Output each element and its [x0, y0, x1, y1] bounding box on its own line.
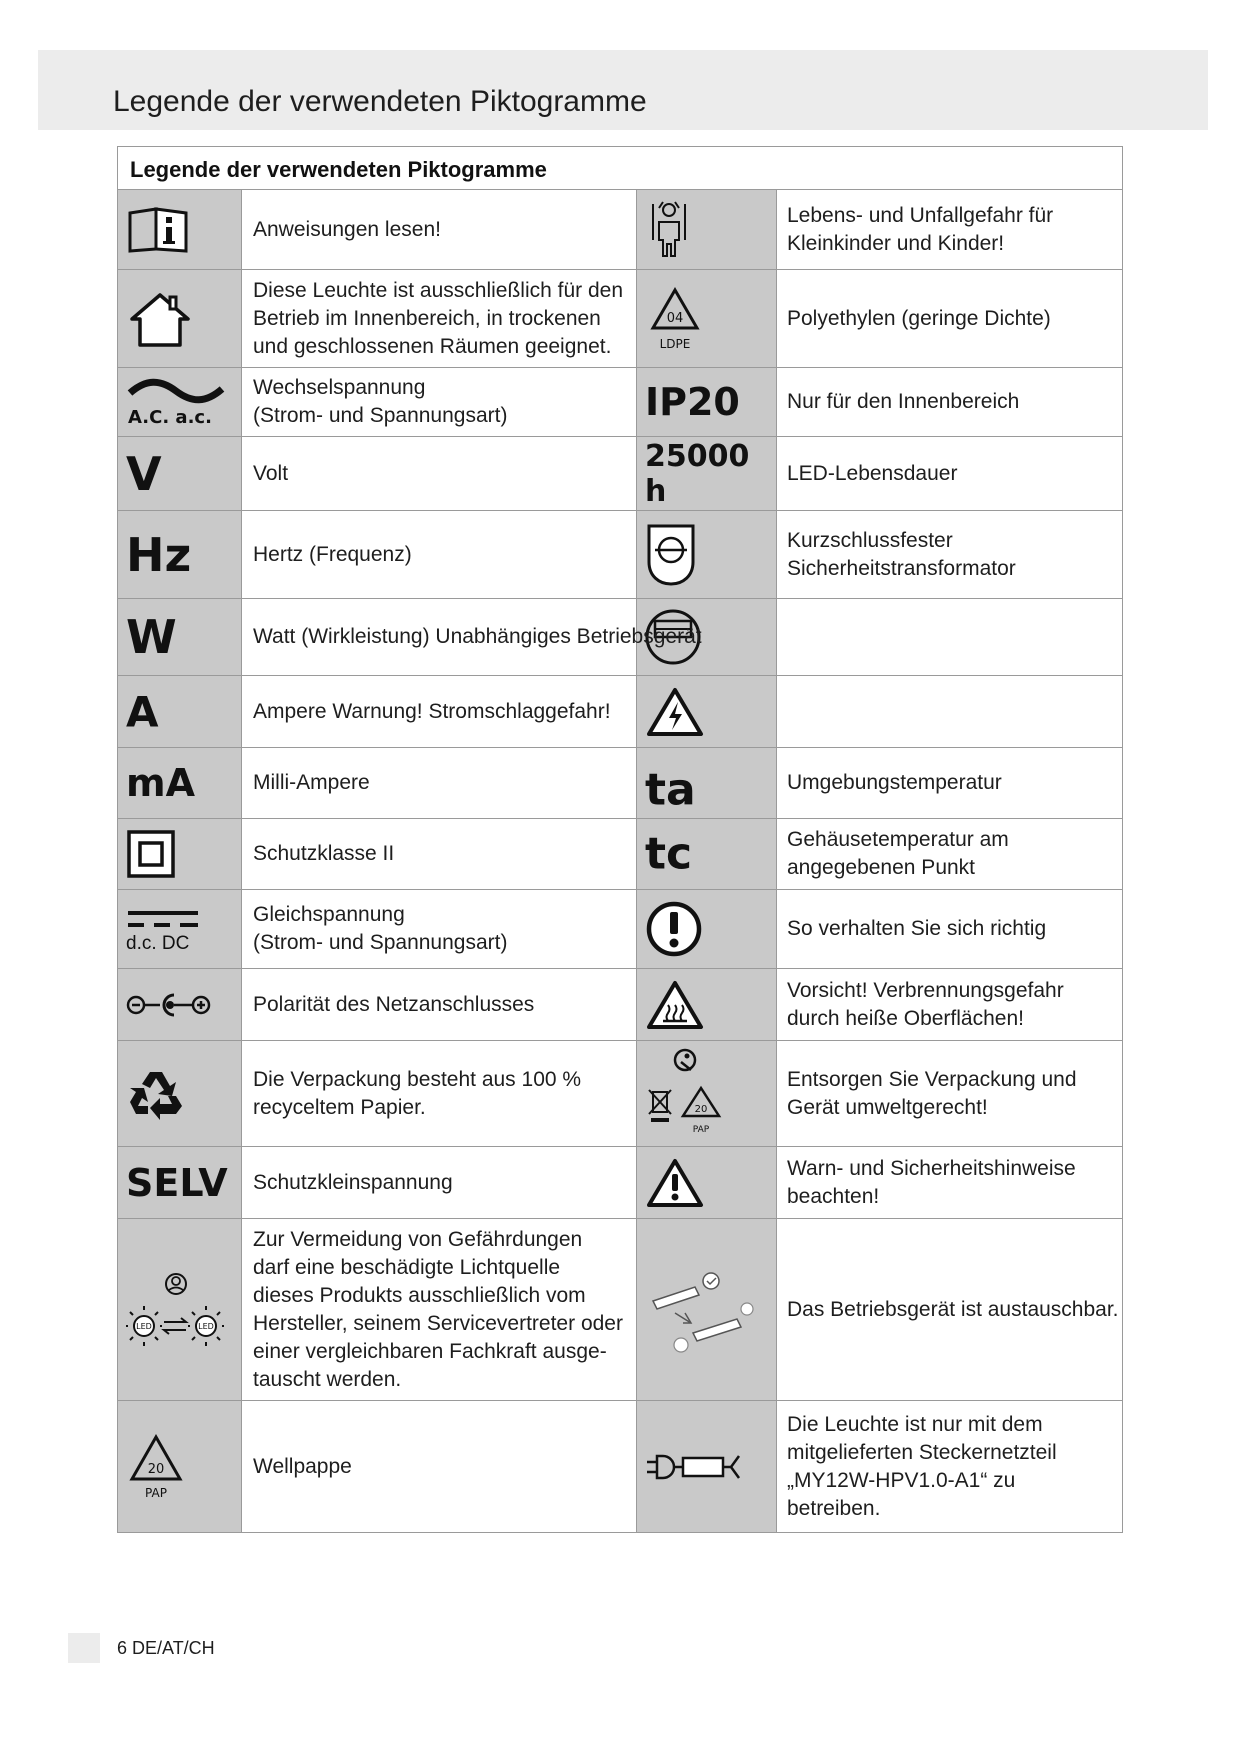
legend-label: Lebens- und Unfallgefahr für Kleinkinder und Kinder! — [787, 203, 1054, 255]
legend-label: Wechselspannung (Strom- und Spannungsart) — [253, 376, 508, 427]
table-row — [118, 1401, 1122, 1532]
legend-label: Zur Vermeidung von Gefährdungen darf eine beschädigte Lichtquelle dieses Produkts ausschließlich vom Hersteller, seinem Servicevertreter oder einer vergleichbaren Fachkraft ausge- tauscht werden. — [253, 1227, 623, 1391]
hot-surface-warning-icon — [645, 979, 705, 1031]
table-row — [118, 368, 1122, 437]
table-row — [118, 969, 1122, 1041]
led-label-right: LED — [198, 1321, 214, 1331]
legend-label: Milli-Ampere — [253, 771, 370, 794]
legend-label: So verhalten Sie sich richtig — [787, 917, 1047, 940]
safety-transformer-icon — [645, 522, 697, 588]
electric-shock-warning-icon — [645, 686, 705, 738]
ldpe-number: 04 — [666, 310, 684, 326]
watt-symbol: W — [126, 610, 177, 664]
legend-label: Gehäusetemperatur am angegebenen Punkt — [787, 828, 1009, 879]
polarity-icon — [126, 990, 212, 1020]
legend-label: Volt — [253, 461, 289, 485]
legend-label: Anweisungen lesen! — [253, 217, 441, 241]
ampere-symbol: A — [126, 687, 159, 736]
table-row — [118, 1147, 1122, 1219]
legend-label: Watt (Wirkleistung) Unabhängiges Betriebsgerät — [253, 625, 702, 648]
led-lifetime-symbol: 25000 h — [645, 438, 750, 509]
led-label-left: LED — [136, 1321, 152, 1331]
legend-label: Kurzschlussfester Sicherheitstransformator — [787, 528, 1016, 580]
legend-heading-text: Legende der verwendeten Piktogramme — [130, 157, 547, 182]
pap-number: 20 — [147, 1461, 165, 1477]
footer-marker — [68, 1633, 100, 1663]
general-warning-icon — [645, 1157, 705, 1209]
table-row — [118, 676, 1122, 748]
legend-label: Das Betriebsgerät ist austauschbar. — [787, 1297, 1119, 1321]
table-row — [118, 599, 1122, 676]
direct-current-icon — [126, 903, 210, 955]
table-row — [118, 819, 1122, 890]
page-footer: 6 DE/AT/CH — [117, 1638, 215, 1658]
ldpe-label: LDPE — [659, 336, 691, 351]
ip20-symbol: IP20 — [645, 380, 740, 424]
legend-label: Polarität des Netzanschlusses — [253, 992, 535, 1016]
pap-number-small: 20 — [694, 1103, 708, 1115]
legend-label: Schutzkleinspannung — [253, 1170, 453, 1194]
protection-class-2-icon — [126, 829, 176, 879]
legend-label: Die Leuchte ist nur mit dem mitgelieferten Steckernetzteil „MY12W-HPV1.0-A1“ zu betreiben. — [787, 1412, 1057, 1520]
recycled-paper-icon — [126, 1066, 186, 1122]
dc-label: d.c. DC — [126, 933, 190, 954]
table-row — [118, 437, 1122, 511]
legend-label: LED-Lebensdauer — [787, 461, 958, 485]
ambient-temperature-symbol: ta — [645, 764, 696, 816]
legend-label: Umgebungstemperatur — [787, 771, 1002, 794]
legend-label: Warn- und Sicherheitshinweise beachten! — [787, 1156, 1076, 1208]
milliampere-symbol: mA — [126, 761, 196, 805]
corrugated-cardboard-icon — [126, 1431, 186, 1503]
legend-label: Polyethylen (geringe Dichte) — [787, 306, 1051, 330]
disposal-icons — [645, 1048, 725, 1140]
ldpe-recycling-icon — [645, 284, 705, 354]
volt-symbol: V — [126, 446, 162, 501]
power-adapter-icon — [645, 1452, 745, 1482]
table-row — [118, 890, 1122, 969]
pictogram-legend-table — [117, 146, 1123, 1533]
table-row — [118, 190, 1122, 270]
table-row — [118, 1041, 1122, 1147]
selv-symbol: SELV — [126, 1160, 228, 1205]
legend-label: Gleichspannung (Strom- und Spannungsart) — [253, 903, 508, 954]
light-source-replacement-icon — [126, 1270, 226, 1350]
legend-label: Ampere Warnung! Stromschlaggefahr! — [253, 699, 611, 723]
legend-label: Die Verpackung besteht aus 100 % recyceltem Papier. — [253, 1067, 582, 1119]
legend-label: Hertz (Frequenz) — [253, 542, 412, 566]
table-row — [118, 748, 1122, 819]
legend-label: Schutzklasse II — [253, 842, 395, 865]
correct-behavior-icon — [645, 900, 703, 958]
legend-label: Nur für den Innenbereich — [787, 390, 1020, 413]
table-row — [118, 1219, 1122, 1401]
child-hazard-icon — [645, 200, 695, 260]
table-row — [118, 270, 1122, 368]
legend-label: Wellpappe — [253, 1454, 352, 1478]
indoor-house-icon — [126, 289, 194, 349]
legend-label: Entsorgen Sie Verpackung und Gerät umweltgerecht! — [787, 1067, 1077, 1119]
legend-label: Diese Leuchte ist ausschließlich für den Betrieb im Innenbereich, in trockenen und geschlossenen Räumen geeignet. — [253, 278, 624, 358]
read-instructions-icon — [126, 205, 190, 255]
case-temperature-symbol: tc — [645, 828, 693, 880]
table-row — [118, 511, 1122, 599]
pap-label: PAP — [145, 1485, 167, 1500]
legend-label: Vorsicht! Verbrennungsgefahr durch heiße Oberflächen! — [787, 978, 1064, 1030]
hertz-symbol: Hz — [126, 527, 192, 582]
ac-label: A.C. a.c. — [128, 407, 212, 428]
page-title: Legende der verwendeten Piktogramme — [113, 85, 647, 118]
legend-heading — [118, 147, 1122, 190]
pap-label-small: PAP — [692, 1124, 710, 1135]
alternating-current-icon — [126, 375, 226, 429]
replaceable-control-gear-icon — [645, 1265, 765, 1355]
